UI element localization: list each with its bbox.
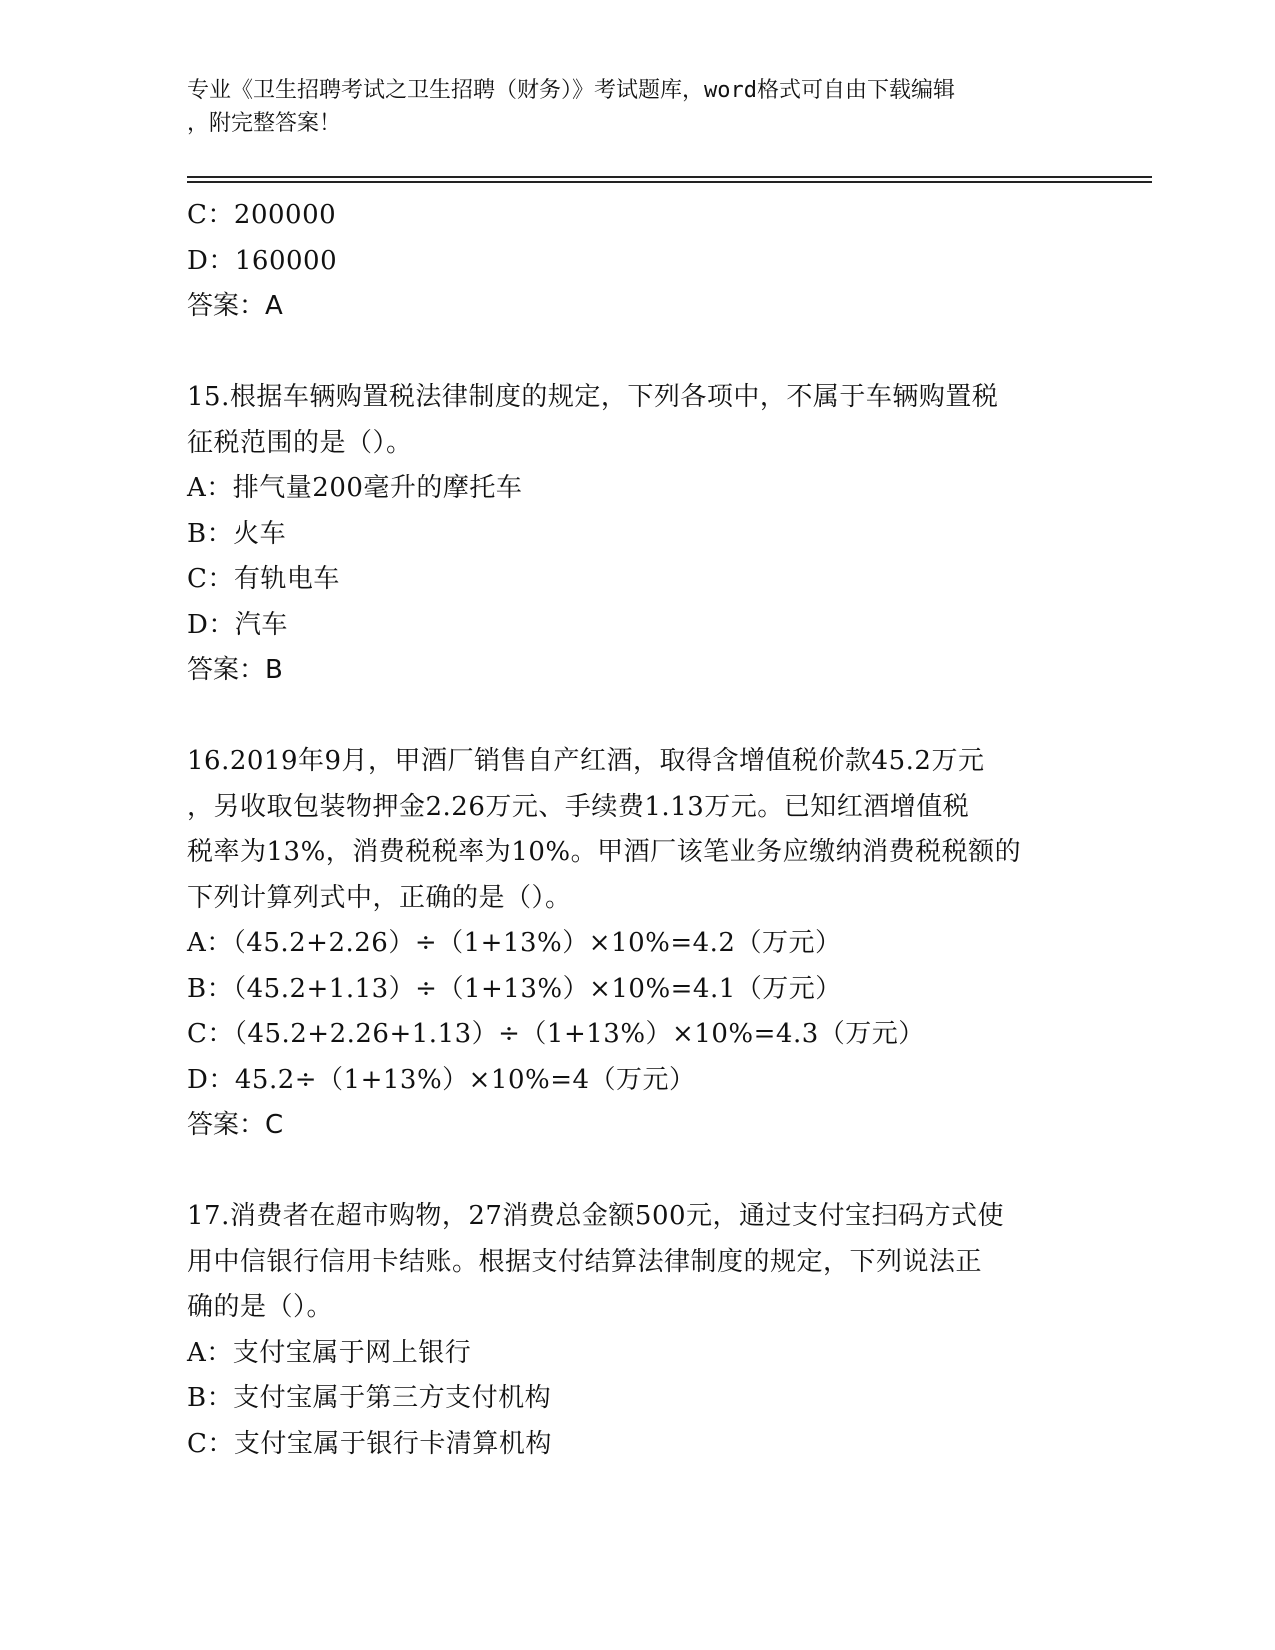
option-text: （45.2+1.13）÷（1+13%）×10%=4.1（万元） bbox=[233, 973, 842, 1004]
header-divider-bottom bbox=[187, 181, 1152, 183]
option-text: （45.2+2.26+1.13）÷（1+13%）×10%=4.3（万元） bbox=[233, 1019, 925, 1049]
option-text: 支付宝属于银行卡清算机构 bbox=[233, 1428, 552, 1459]
header-line-2: ，附完整答案！ bbox=[187, 111, 342, 136]
option-d bbox=[187, 1058, 1087, 1104]
question-14-tail bbox=[187, 193, 1087, 330]
option-label: D： bbox=[187, 245, 235, 276]
option-label: C： bbox=[187, 1428, 234, 1459]
question-stem-line: ，另收取包装物押金2.26万元、手续费1.13万元。已知红酒增值税 bbox=[187, 791, 970, 822]
option-c bbox=[187, 1422, 1087, 1468]
option-label: A： bbox=[187, 473, 233, 503]
header-divider-top bbox=[187, 176, 1152, 178]
question-stem-line: 16.2019年9月，甲酒厂销售自产红酒，取得含增值税价款45.2万元 bbox=[187, 746, 985, 776]
option-text: 45.2÷（1+13%）×10%=4（万元） bbox=[234, 1064, 696, 1095]
question-stem-line: 17.消费者在超市购物，27消费总金额500元，通过支付宝扫码方式使 bbox=[187, 1201, 1005, 1231]
option-text: 支付宝属于网上银行 bbox=[232, 1337, 472, 1368]
option-label: A： bbox=[187, 1337, 233, 1368]
option-label: B： bbox=[187, 973, 234, 1004]
option-label: C： bbox=[187, 200, 234, 230]
question-stem-line: 下列计算列式中，正确的是（）。 bbox=[187, 882, 572, 913]
question-stem-line: 用中信银行信用卡结账。根据支付结算法律制度的规定，下列说法正 bbox=[187, 1246, 983, 1277]
option-text: 汽车 bbox=[234, 609, 288, 640]
option-label: C： bbox=[187, 1019, 234, 1049]
option-c bbox=[187, 557, 1087, 603]
document-header bbox=[187, 74, 1087, 140]
answer-line: 答案：C bbox=[187, 1110, 284, 1140]
option-d bbox=[187, 603, 1087, 649]
option-label: D： bbox=[187, 609, 235, 640]
option-text: （45.2+2.26）÷（1+13%）×10%=4.2（万元） bbox=[232, 928, 842, 958]
option-b bbox=[187, 512, 1087, 558]
answer-line: 答案：B bbox=[187, 655, 283, 685]
question-16 bbox=[187, 739, 1087, 1149]
option-a bbox=[187, 466, 1087, 512]
option-label: C： bbox=[187, 564, 234, 594]
option-text: 支付宝属于第三方支付机构 bbox=[233, 1383, 552, 1413]
option-a bbox=[187, 921, 1087, 967]
option-c bbox=[187, 1012, 1087, 1058]
option-c bbox=[187, 193, 1087, 239]
question-list bbox=[187, 193, 1087, 1467]
answer-line: 答案：A bbox=[187, 291, 283, 321]
header-line-1: 专业《卫生招聘考试之卫生招聘（财务）》考试题库，word格式可自由下载编辑 bbox=[187, 78, 955, 103]
option-a bbox=[187, 1331, 1087, 1377]
question-17 bbox=[187, 1194, 1087, 1467]
option-b bbox=[187, 967, 1087, 1013]
option-text: 200000 bbox=[233, 200, 337, 230]
option-b bbox=[187, 1376, 1087, 1422]
option-label: B： bbox=[187, 1383, 234, 1413]
option-label: B： bbox=[187, 518, 234, 549]
option-text: 有轨电车 bbox=[233, 564, 340, 594]
question-stem-line: 税率为13%，消费税税率为10%。甲酒厂该笔业务应缴纳消费税税额的 bbox=[187, 837, 1022, 867]
option-label: A： bbox=[187, 928, 233, 958]
option-d bbox=[187, 239, 1087, 285]
option-text: 160000 bbox=[234, 245, 338, 276]
option-text: 排气量200毫升的摩托车 bbox=[232, 473, 523, 503]
question-15 bbox=[187, 375, 1087, 694]
question-stem-line: 15.根据车辆购置税法律制度的规定，下列各项中，不属于车辆购置税 bbox=[187, 382, 999, 412]
option-text: 火车 bbox=[233, 518, 287, 549]
question-stem-line: 征税范围的是（）。 bbox=[187, 427, 413, 458]
question-stem-line: 确的是（）。 bbox=[187, 1292, 334, 1322]
option-label: D： bbox=[187, 1064, 235, 1095]
